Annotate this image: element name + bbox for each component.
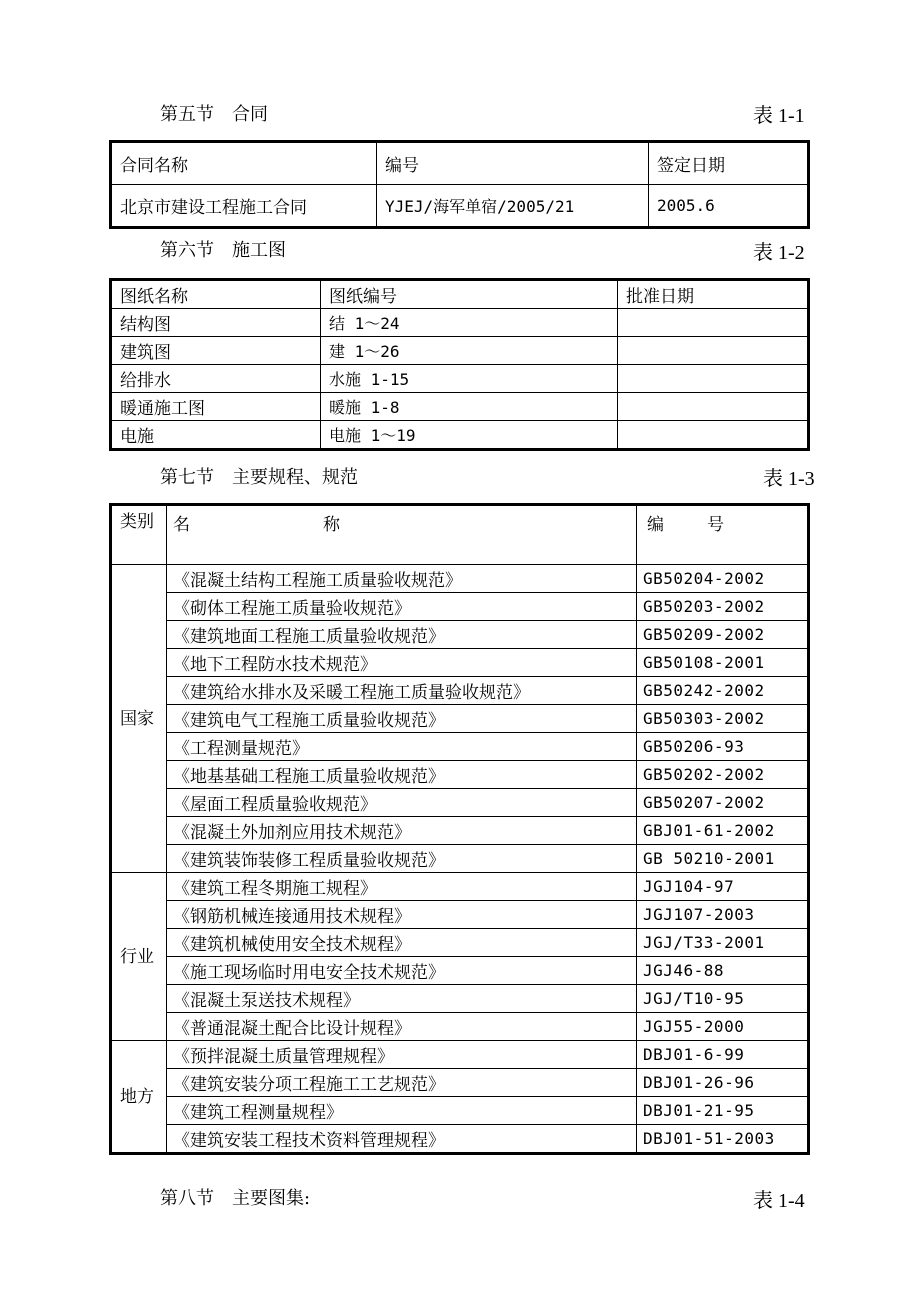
drawing-number-cell: 暖施 1-8 — [321, 393, 618, 421]
section-5-title: 第五节 合同 — [160, 104, 268, 125]
standard-name-cell: 《地下工程防水技术规范》 — [167, 649, 637, 677]
table-row — [111, 593, 809, 621]
header-code-part-1: 编 — [647, 515, 664, 535]
standard-name-cell: 《普通混凝土配合比设计规程》 — [167, 1013, 637, 1041]
standard-name-cell: 《预拌混凝土质量管理规程》 — [167, 1041, 637, 1069]
approval-date-cell — [618, 421, 809, 450]
table-row — [111, 421, 809, 450]
drawing-name-cell: 给排水 — [111, 365, 321, 393]
standard-name-cell: 《建筑安装工程技术资料管理规程》 — [167, 1125, 637, 1154]
standard-code-cell: JGJ/T33-2001 — [637, 929, 809, 957]
standard-code-cell: GB50207-2002 — [637, 789, 809, 817]
standard-name-cell: 《工程测量规范》 — [167, 733, 637, 761]
header-sign-date: 签定日期 — [649, 142, 809, 185]
table-number-1-3: 表 1-3 — [763, 468, 815, 490]
standard-name-cell: 《砌体工程施工质量验收规范》 — [167, 593, 637, 621]
section-7-title: 第七节 主要规程、规范 — [160, 467, 358, 488]
table-row — [111, 733, 809, 761]
header-code-part-2: 号 — [707, 515, 724, 535]
standard-code-cell: GBJ01-61-2002 — [637, 817, 809, 845]
standard-code-cell: JGJ107-2003 — [637, 901, 809, 929]
drawing-number-cell: 结 1～24 — [321, 309, 618, 337]
standard-name-cell: 《混凝土泵送技术规程》 — [167, 985, 637, 1013]
table-row — [111, 1013, 809, 1041]
standard-code-cell: JGJ104-97 — [637, 873, 809, 901]
header-drawing-number: 图纸编号 — [321, 280, 618, 309]
approval-date-cell — [618, 365, 809, 393]
contract-date-cell: 2005.6 — [649, 185, 809, 228]
drawing-name-cell: 结构图 — [111, 309, 321, 337]
standard-name-cell: 《地基基础工程施工质量验收规范》 — [167, 761, 637, 789]
table-row — [111, 705, 809, 733]
standard-code-cell: DBJ01-26-96 — [637, 1069, 809, 1097]
section-6-title: 第六节 施工图 — [160, 240, 286, 261]
standard-code-cell: GB50202-2002 — [637, 761, 809, 789]
category-cell: 行业 — [111, 873, 167, 1041]
table-row — [111, 761, 809, 789]
standard-name-cell: 《屋面工程质量验收规范》 — [167, 789, 637, 817]
table-header-row — [111, 142, 809, 185]
standard-code-cell: GB50209-2002 — [637, 621, 809, 649]
table-row — [111, 1041, 809, 1069]
contract-name-cell: 北京市建设工程施工合同 — [111, 185, 377, 228]
standard-code-cell: JGJ/T10-95 — [637, 985, 809, 1013]
table-number-1-2: 表 1-2 — [753, 242, 805, 264]
category-cell: 国家 — [111, 565, 167, 873]
table-row — [111, 309, 809, 337]
header-number: 编号 — [377, 142, 649, 185]
drawing-table — [109, 278, 810, 451]
standard-name-cell: 《混凝土外加剂应用技术规范》 — [167, 817, 637, 845]
contract-table — [109, 140, 810, 229]
drawing-number-cell: 水施 1-15 — [321, 365, 618, 393]
table-row — [111, 1097, 809, 1125]
table-row — [111, 565, 809, 593]
standard-code-cell: GB50108-2001 — [637, 649, 809, 677]
table-row — [111, 1069, 809, 1097]
standard-code-cell: JGJ55-2000 — [637, 1013, 809, 1041]
standard-code-cell: JGJ46-88 — [637, 957, 809, 985]
standard-name-cell: 《建筑工程冬期施工规程》 — [167, 873, 637, 901]
table-row — [111, 649, 809, 677]
drawing-name-cell: 暖通施工图 — [111, 393, 321, 421]
drawing-number-cell: 电施 1～19 — [321, 421, 618, 450]
drawing-name-cell: 建筑图 — [111, 337, 321, 365]
table-header-row — [111, 505, 809, 565]
standard-code-cell: DBJ01-21-95 — [637, 1097, 809, 1125]
standard-code-cell: GB50242-2002 — [637, 677, 809, 705]
header-name-part-1: 名 — [173, 515, 190, 535]
drawing-name-cell: 电施 — [111, 421, 321, 450]
table-row — [111, 337, 809, 365]
standard-name-cell: 《建筑装饰装修工程质量验收规范》 — [167, 845, 637, 873]
contract-number-cell: YJEJ/海军单宿/2005/21 — [377, 185, 649, 228]
table-number-1-1: 表 1-1 — [753, 105, 805, 127]
table-row — [111, 365, 809, 393]
table-row — [111, 1125, 809, 1154]
table-row — [111, 185, 809, 228]
standard-code-cell: GB 50210-2001 — [637, 845, 809, 873]
approval-date-cell — [618, 337, 809, 365]
table-row — [111, 873, 809, 901]
standard-name-cell: 《建筑给水排水及采暖工程施工质量验收规范》 — [167, 677, 637, 705]
header-category: 类别 — [111, 505, 167, 565]
standard-name-cell: 《建筑机械使用安全技术规程》 — [167, 929, 637, 957]
section-8-title: 第八节 主要图集: — [160, 1188, 311, 1209]
standard-name-cell: 《建筑工程测量规程》 — [167, 1097, 637, 1125]
standard-code-cell: GB50204-2002 — [637, 565, 809, 593]
table-row — [111, 845, 809, 873]
table-row — [111, 817, 809, 845]
category-cell: 地方 — [111, 1041, 167, 1154]
standard-name-cell: 《建筑安装分项工程施工工艺规范》 — [167, 1069, 637, 1097]
table-row — [111, 621, 809, 649]
table-header-row — [111, 280, 809, 309]
standard-name-cell: 《建筑地面工程施工质量验收规范》 — [167, 621, 637, 649]
header-code — [637, 505, 809, 565]
table-row — [111, 957, 809, 985]
header-name — [167, 505, 637, 565]
standards-table — [109, 503, 810, 1155]
standard-name-cell: 《混凝土结构工程施工质量验收规范》 — [167, 565, 637, 593]
standard-code-cell: GB50203-2002 — [637, 593, 809, 621]
table-row — [111, 789, 809, 817]
header-contract-name: 合同名称 — [111, 142, 377, 185]
approval-date-cell — [618, 393, 809, 421]
table-row — [111, 901, 809, 929]
table-row — [111, 929, 809, 957]
standard-name-cell: 《施工现场临时用电安全技术规范》 — [167, 957, 637, 985]
standard-name-cell: 《建筑电气工程施工质量验收规范》 — [167, 705, 637, 733]
table-row — [111, 677, 809, 705]
header-approval-date: 批准日期 — [618, 280, 809, 309]
table-row — [111, 393, 809, 421]
table-number-1-4: 表 1-4 — [753, 1190, 805, 1212]
standard-code-cell: DBJ01-51-2003 — [637, 1125, 809, 1154]
standard-code-cell: DBJ01-6-99 — [637, 1041, 809, 1069]
header-name-part-2: 称 — [323, 515, 340, 535]
standard-code-cell: GB50303-2002 — [637, 705, 809, 733]
drawing-number-cell: 建 1～26 — [321, 337, 618, 365]
header-drawing-name: 图纸名称 — [111, 280, 321, 309]
table-row — [111, 985, 809, 1013]
standard-code-cell: GB50206-93 — [637, 733, 809, 761]
approval-date-cell — [618, 309, 809, 337]
standard-name-cell: 《钢筋机械连接通用技术规程》 — [167, 901, 637, 929]
